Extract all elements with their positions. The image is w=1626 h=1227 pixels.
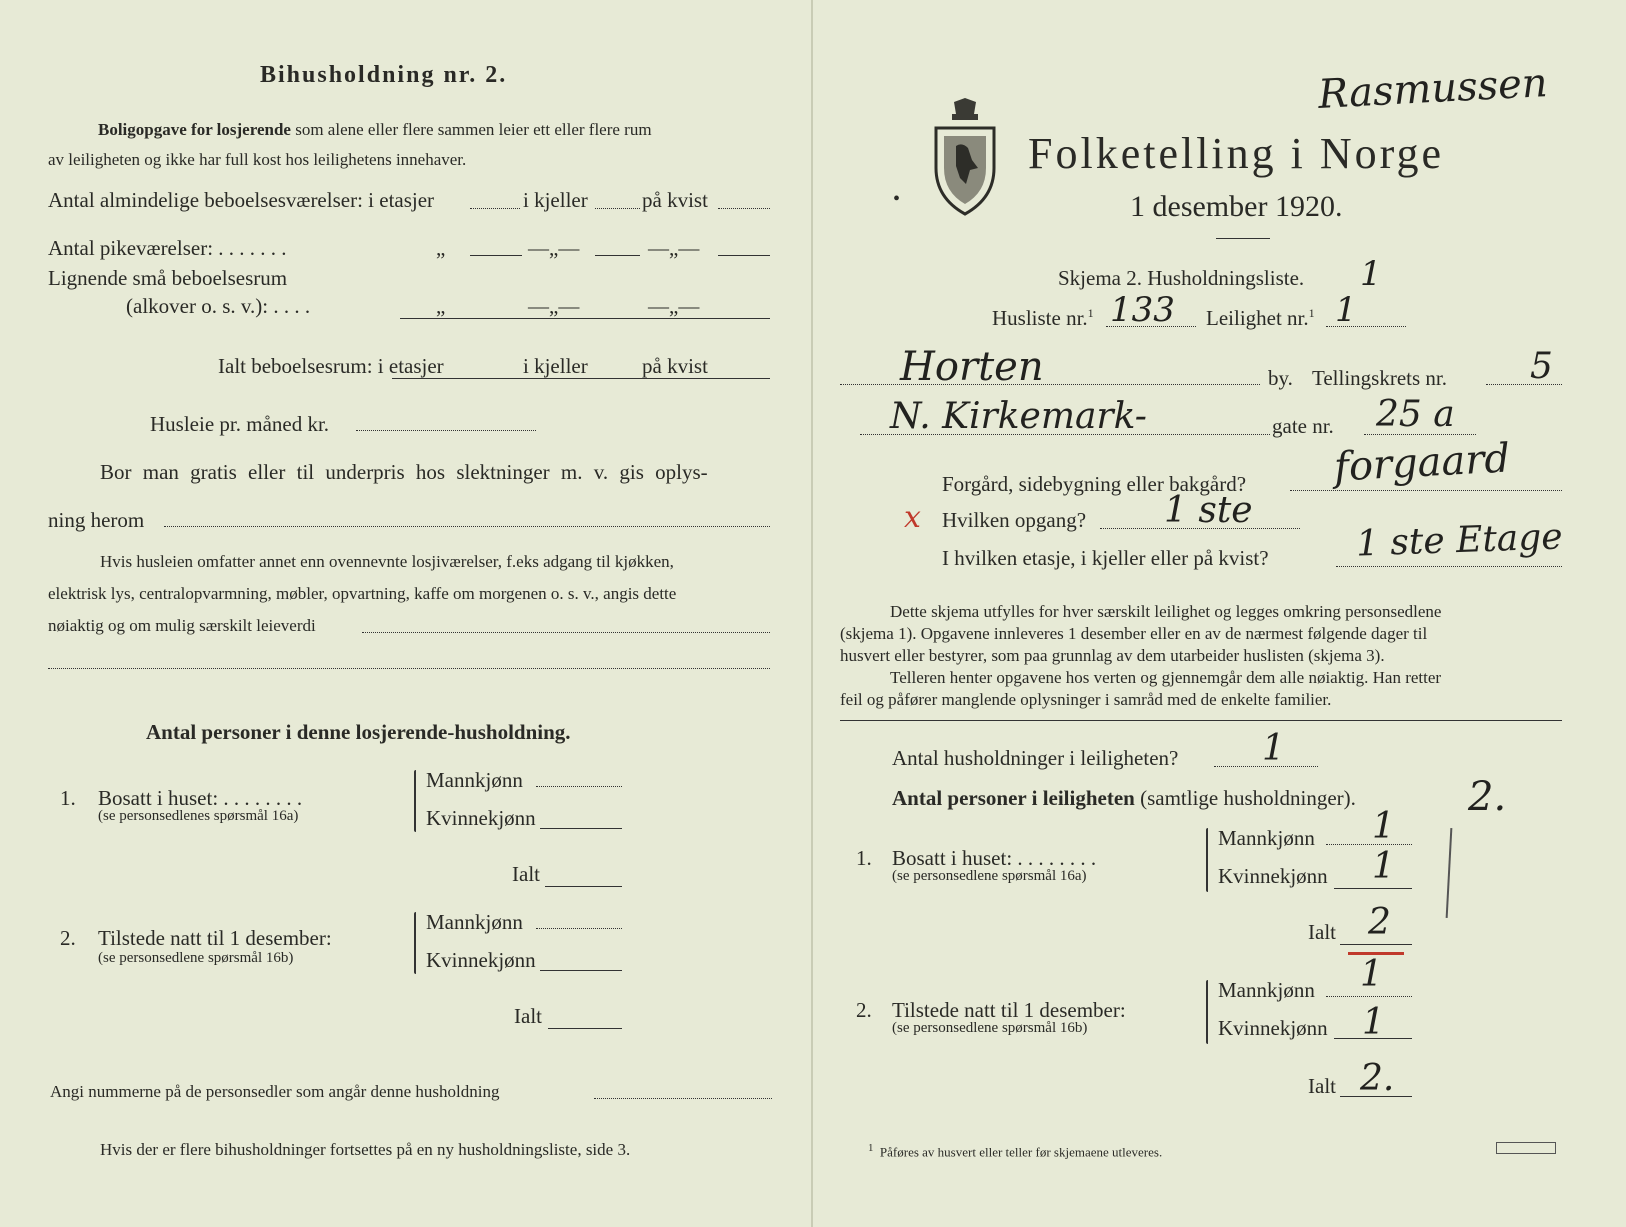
footnote-text: Påføres av husvert eller teller før skjemaene utleveres. [879, 1144, 1163, 1160]
right-q1-ialt-value: 2 [1368, 902, 1391, 943]
forgard-field[interactable] [1290, 490, 1562, 491]
left-q2-kvinne-label: Kvinnekjønn [426, 948, 536, 972]
hush-field[interactable] [1214, 766, 1318, 767]
left-persons-heading: Antal personer i denne losjerende-husholdning. [146, 720, 571, 744]
pike-ditto-2: —„— [528, 236, 580, 260]
lignende-label-1: Lignende små beboelsesrum [48, 266, 288, 290]
rooms-kjeller-label: i kjeller [523, 188, 588, 212]
right-q2-mann-label: Mannkjønn [1218, 978, 1315, 1002]
ialt-kjeller-label: i kjeller [523, 354, 588, 378]
husliste-value: 133 [1110, 290, 1175, 330]
left-q1-sub: (se personsedlenes spørsmål 16a) [98, 808, 299, 824]
leilighet-sup: 1 [1308, 306, 1315, 320]
gratis-line-2: ning herom [48, 508, 145, 532]
krets-label: Tellingskrets nr. [1312, 366, 1448, 390]
husliste-label [992, 306, 1094, 331]
krets-value: 5 [1530, 346, 1553, 387]
left-q1-num: 1. [60, 786, 76, 810]
left-q2-ialt-field[interactable] [548, 1028, 622, 1029]
intro-line-2: av leiligheten og ikke har full kost hos leilighetens innehaver. [48, 150, 467, 169]
skjema-hand: 1 [1360, 254, 1382, 294]
left-q1-brace [414, 770, 416, 832]
left-q2-num: 2. [60, 926, 76, 950]
angi-label: Angi nummerne på de personsedler som angår denne husholdning [50, 1082, 500, 1101]
pike-etasjer-field[interactable] [470, 255, 522, 256]
lignende-ditto-2: —„— [528, 294, 580, 318]
gate-field[interactable] [1364, 434, 1476, 435]
coat-of-arms-icon [932, 98, 998, 221]
hvis-line-1: Hvis husleien omfatter annet enn ovennevnte losjiværelser, f.eks adgang til kjøkken, [100, 552, 674, 571]
right-q2-sub: (se personsedlene spørsmål 16b) [892, 1020, 1088, 1036]
husliste-field[interactable] [1106, 326, 1196, 327]
etasje-value: 1 ste Etage [1355, 516, 1564, 565]
husleie-label: Husleie pr. måned kr. [150, 412, 330, 436]
leilighet-value: 1 [1335, 290, 1357, 330]
left-q2-label: Tilstede natt til 1 desember: [98, 926, 332, 950]
info-line-3: husvert eller bestyrer, som paa grunnlag av dem utarbeider huslisten (skjema 3). [840, 646, 1385, 665]
left-q1-ialt-label: Ialt [512, 862, 540, 886]
info-line-4: Telleren henter opgavene hos verten og gjennemgår dem alle nøiaktig. Han retter [890, 668, 1442, 687]
skjema-label: Skjema 2. Husholdningsliste. [1058, 266, 1305, 290]
left-q1-label: Bosatt i huset: . . . . . . . . [98, 786, 303, 810]
gratis-field[interactable] [164, 526, 770, 527]
left-q2-mann-field[interactable] [536, 928, 622, 929]
city-field[interactable] [840, 384, 1260, 385]
intro-line-1 [98, 120, 652, 140]
lignende-label-2: (alkover o. s. v.): . . . . [126, 294, 311, 318]
hvis-line-2: elektrisk lys, centralopvarmning, møbler, opvartning, kaffe om morgenen o. s. v., angis dette [48, 584, 677, 603]
gate-value: 25 a [1376, 394, 1455, 435]
info-line-5: feil og påfører manglende oplysninger i samråd med de enkelte familier. [840, 690, 1332, 709]
hush-value: 1 [1262, 728, 1285, 769]
hush-label: Antal husholdninger i leiligheten? [892, 746, 1179, 770]
street-value: N. Kirkemark- [890, 396, 1147, 437]
opgang-label: Hvilken opgang? [942, 508, 1087, 532]
right-persons-line [892, 786, 1356, 811]
lignende-field[interactable] [400, 318, 770, 319]
right-q2-brace [1206, 980, 1208, 1044]
left-footer: Hvis der er flere bihusholdninger fortsettes på en ny husholdningsliste, side 3. [100, 1140, 631, 1159]
right-q2-label: Tilstede natt til 1 desember: [892, 998, 1126, 1022]
ialt-rooms-field[interactable] [392, 378, 770, 379]
left-q2-kvinne-field[interactable] [540, 970, 622, 971]
left-q2-ialt-label: Ialt [514, 1004, 542, 1028]
rooms-kvist-label: på kvist [642, 188, 708, 212]
forgard-label: Forgård, sidebygning eller bakgård? [942, 472, 1247, 496]
left-q1-ialt-field[interactable] [545, 886, 622, 887]
rooms-kjeller-field[interactable] [595, 208, 640, 209]
left-margin-dot: • [893, 188, 901, 210]
lignende-ditto-3: —„— [648, 294, 700, 318]
lignende-ditto-1: „ [436, 294, 446, 318]
footnote [868, 1142, 1162, 1160]
right-q1-sub: (se personsedlene spørsmål 16a) [892, 868, 1087, 884]
right-q2-ialt-value: 2. [1360, 1058, 1395, 1099]
left-title: Bihusholdning nr. 2. [260, 62, 508, 88]
gate-label: gate nr. [1272, 414, 1334, 438]
right-q1-ialt-label: Ialt [1308, 920, 1336, 944]
left-q2-brace [414, 912, 416, 974]
printer-stamp [1496, 1142, 1556, 1154]
info-rule [840, 720, 1562, 721]
right-q2-ialt-field[interactable] [1340, 1096, 1412, 1097]
right-q1-label: Bosatt i huset: . . . . . . . . [892, 846, 1097, 870]
rooms-kvist-field[interactable] [718, 208, 770, 209]
left-q1-mann-field[interactable] [536, 786, 622, 787]
angi-field[interactable] [594, 1098, 772, 1099]
opgang-field[interactable] [1100, 528, 1300, 529]
right-q1-kvinne-label: Kvinnekjønn [1218, 864, 1328, 888]
right-persons-value: 2. [1468, 774, 1507, 820]
krets-field[interactable] [1486, 384, 1562, 385]
opgang-value: 1 ste [1164, 490, 1253, 531]
pike-label: Antal pikeværelser: . . . . . . . [48, 236, 287, 260]
right-q2-ialt-label: Ialt [1308, 1074, 1336, 1098]
left-q1-kvinne-label: Kvinnekjønn [426, 806, 536, 830]
pike-kvist-field[interactable] [718, 255, 770, 256]
right-q1-brace [1206, 828, 1208, 892]
intro-rest: som alene eller flere sammen leier ett eller flere rum [295, 120, 652, 139]
right-q1-kvinne-value: 1 [1372, 846, 1395, 887]
leilighet-text: Leilighet nr. [1206, 306, 1309, 330]
right-q1-mann-value: 1 [1372, 806, 1395, 847]
page-fold [811, 0, 813, 1227]
pike-ditto-1: „ [436, 236, 446, 260]
right-q1-ialt-field[interactable] [1340, 944, 1412, 945]
husliste-sup: 1 [1087, 306, 1094, 320]
right-q1-num: 1. [856, 846, 872, 870]
intro-bold: Boligopgave for losjerende [98, 120, 291, 139]
rooms-etasjer-field[interactable] [470, 208, 520, 209]
right-persons-rest: (samtlige husholdninger). [1140, 786, 1356, 810]
husleie-field[interactable] [356, 430, 536, 431]
right-q2-kvinne-label: Kvinnekjønn [1218, 1016, 1328, 1040]
census-date: 1 desember 1920. [1130, 190, 1343, 223]
right-q1-mann-label: Mannkjønn [1218, 826, 1315, 850]
left-q2-sub: (se personsedlene spørsmål 16b) [98, 950, 294, 966]
right-q2-mann-value: 1 [1360, 954, 1383, 995]
pike-ditto-3: —„— [648, 236, 700, 260]
right-q2-mann-field[interactable] [1326, 996, 1412, 997]
leieverdi-field-2[interactable] [48, 668, 770, 669]
leilighet-field[interactable] [1326, 326, 1406, 327]
right-q2-num: 2. [856, 998, 872, 1022]
right-title: Folketelling i Norge [1028, 129, 1445, 178]
ialt-rooms-label: Ialt beboelsesrum: i etasjer [218, 354, 444, 378]
right-persons-bold: Antal personer i leiligheten [892, 786, 1135, 810]
etasje-label: I hvilken etasje, i kjeller eller på kvist? [942, 546, 1269, 570]
by-label: by. [1268, 366, 1293, 390]
pike-kjeller-field[interactable] [595, 255, 640, 256]
leilighet-label [1206, 306, 1315, 331]
ialt-kvist-label: på kvist [642, 354, 708, 378]
handwritten-name: Rasmussen [1316, 60, 1549, 118]
etasje-field[interactable] [1336, 566, 1562, 567]
right-q2-kvinne-field[interactable] [1334, 1038, 1412, 1039]
gratis-line-1: Bor man gratis eller til underpris hos slektninger m. v. gis oplys- [100, 460, 708, 484]
info-line-1: Dette skjema utfylles for hver særskilt leilighet og legges omkring personsedlene [890, 602, 1442, 621]
right-q1-kvinne-field[interactable] [1334, 888, 1412, 889]
red-x-mark: x [904, 500, 921, 535]
left-q1-mann-label: Mannkjønn [426, 768, 523, 792]
hvis-line-3: nøiaktig og om mulig særskilt leieverdi [48, 616, 316, 635]
husliste-text: Husliste nr. [992, 306, 1088, 330]
leieverdi-field[interactable] [362, 632, 770, 633]
left-q1-kvinne-field[interactable] [540, 828, 622, 829]
right-q1-mann-field[interactable] [1326, 844, 1412, 845]
city-value: Horten [900, 344, 1044, 390]
rooms-label: Antal almindelige beboelsesværelser: i etasjer [48, 188, 435, 212]
footnote-num: 1 [868, 1142, 874, 1154]
street-field[interactable] [860, 434, 1270, 435]
right-q2-kvinne-value: 1 [1362, 1002, 1385, 1043]
left-q2-mann-label: Mannkjønn [426, 910, 523, 934]
info-line-2: (skjema 1). Opgavene innleveres 1 desember eller en av de nærmest følgende dager til [840, 624, 1428, 643]
title-rule [1216, 238, 1270, 239]
forgard-value: forgaard [1332, 435, 1512, 491]
